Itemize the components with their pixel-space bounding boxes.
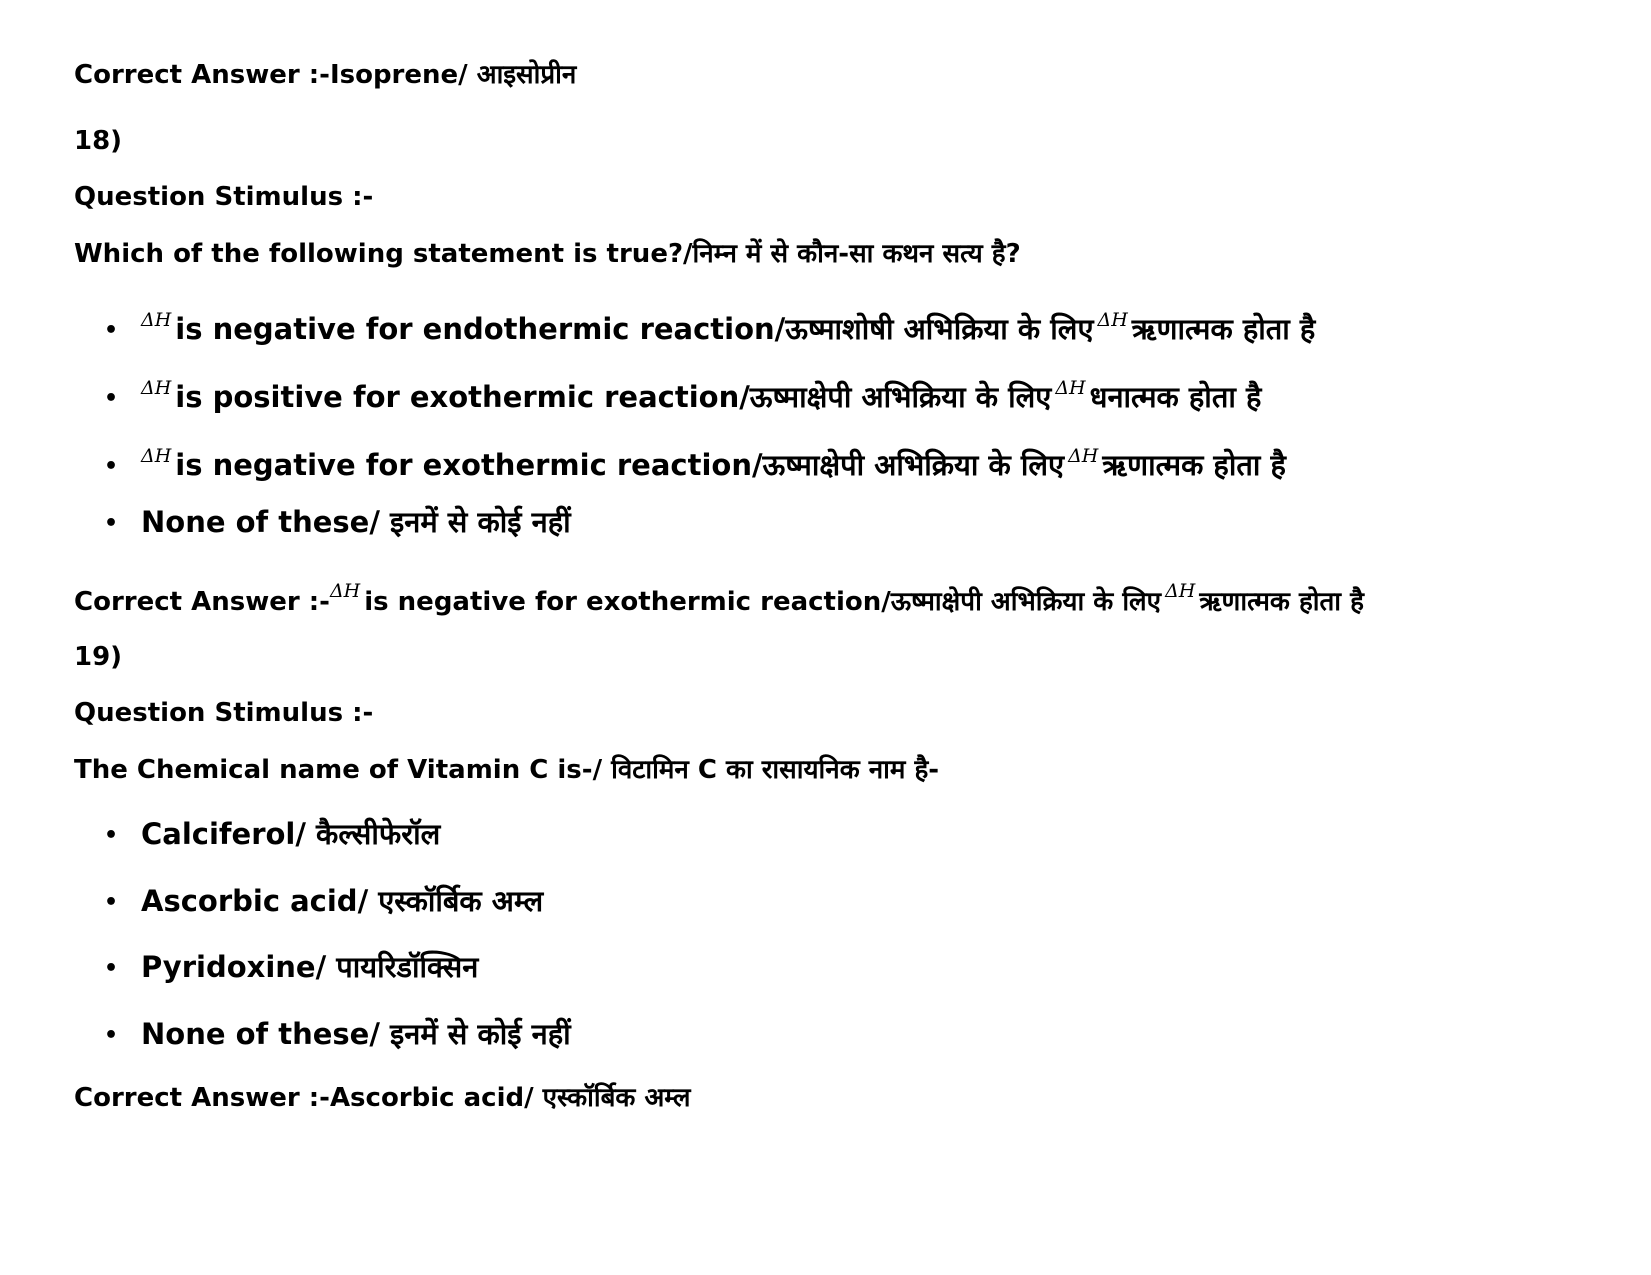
q18-option-3-text-end: ऋणात्मक होता है	[1102, 448, 1286, 482]
delta-h-symbol: ΔH	[141, 377, 172, 399]
q18-stimulus-label: Question Stimulus :-	[74, 182, 374, 212]
q18-correct-answer-prefix: Correct Answer :-	[74, 587, 330, 617]
bullet-icon: •	[104, 386, 119, 411]
q18-option-3	[104, 437, 1286, 486]
q19-stimulus-label: Question Stimulus :-	[74, 698, 374, 728]
q19-question-text: The Chemical name of Vitamin C is-/ विटामिन C का रासायनिक नाम है-	[74, 755, 940, 785]
q18-option-2-text-end: धनात्मक होता है	[1089, 380, 1262, 414]
q19-option-2-text: Ascorbic acid/ एस्कॉर्बिक अम्ल	[141, 884, 544, 918]
q18-option-4-text: None of these/ इनमें से कोई नहीं	[141, 505, 571, 539]
bullet-icon: •	[104, 823, 119, 848]
q19-option-3-text: Pyridoxine/ पायरिडॉक्सिन	[141, 950, 479, 984]
delta-h-symbol: ΔH	[141, 445, 172, 467]
q19-correct-answer: Correct Answer :-Ascorbic acid/ एस्कॉर्बिक अम्ल	[74, 1083, 691, 1113]
delta-h-symbol: ΔH	[141, 309, 172, 331]
q18-question-text: Which of the following statement is true?/निम्न में से कौन-सा कथन सत्य है?	[74, 239, 1021, 269]
q19-option-4	[104, 1015, 571, 1055]
q17-correct-answer: Correct Answer :-Isoprene/ आइसोप्रीन	[74, 60, 577, 90]
q18-option-3-text: is negative for exothermic reaction/ऊष्माक्षेपी अभिक्रिया के लिए	[175, 448, 1065, 482]
bullet-icon: •	[104, 1023, 119, 1048]
q18-option-1-text-end: ऋणात्मक होता है	[1131, 312, 1316, 346]
delta-h-symbol: ΔH	[1055, 377, 1086, 399]
q18-number: 18)	[74, 126, 123, 156]
delta-h-symbol: ΔH	[329, 580, 361, 602]
bullet-icon: •	[104, 890, 119, 915]
q18-option-1-text: is negative for endothermic reaction/ऊष्माशोषी अभिक्रिया के लिए	[175, 312, 1094, 346]
q18-correct-answer-text: is negative for exothermic reaction/ऊष्माक्षेपी अभिक्रिया के लिए	[364, 587, 1162, 617]
q18-option-4	[104, 503, 571, 543]
bullet-icon: •	[104, 318, 119, 343]
q19-number: 19)	[74, 642, 123, 672]
q19-option-1-text: Calciferol/ कैल्सीफेरॉल	[141, 817, 441, 851]
delta-h-symbol: ΔH	[1097, 309, 1128, 331]
q18-option-2	[104, 369, 1261, 418]
q18-correct-answer	[74, 574, 1364, 619]
delta-h-symbol: ΔH	[1068, 445, 1099, 467]
q19-option-3	[104, 948, 478, 988]
delta-h-symbol: ΔH	[1165, 580, 1196, 602]
q19-option-4-text: None of these/ इनमें से कोई नहीं	[141, 1017, 571, 1051]
q19-option-2	[104, 882, 543, 922]
bullet-icon: •	[104, 454, 119, 479]
q18-option-1	[104, 301, 1315, 350]
q18-correct-answer-end: ऋणात्मक होता है	[1199, 587, 1364, 617]
bullet-icon: •	[104, 511, 119, 536]
bullet-icon: •	[104, 956, 119, 981]
q18-option-2-text: is positive for exothermic reaction/ऊष्माक्षेपी अभिक्रिया के लिए	[175, 380, 1052, 414]
q19-option-1	[104, 815, 440, 855]
